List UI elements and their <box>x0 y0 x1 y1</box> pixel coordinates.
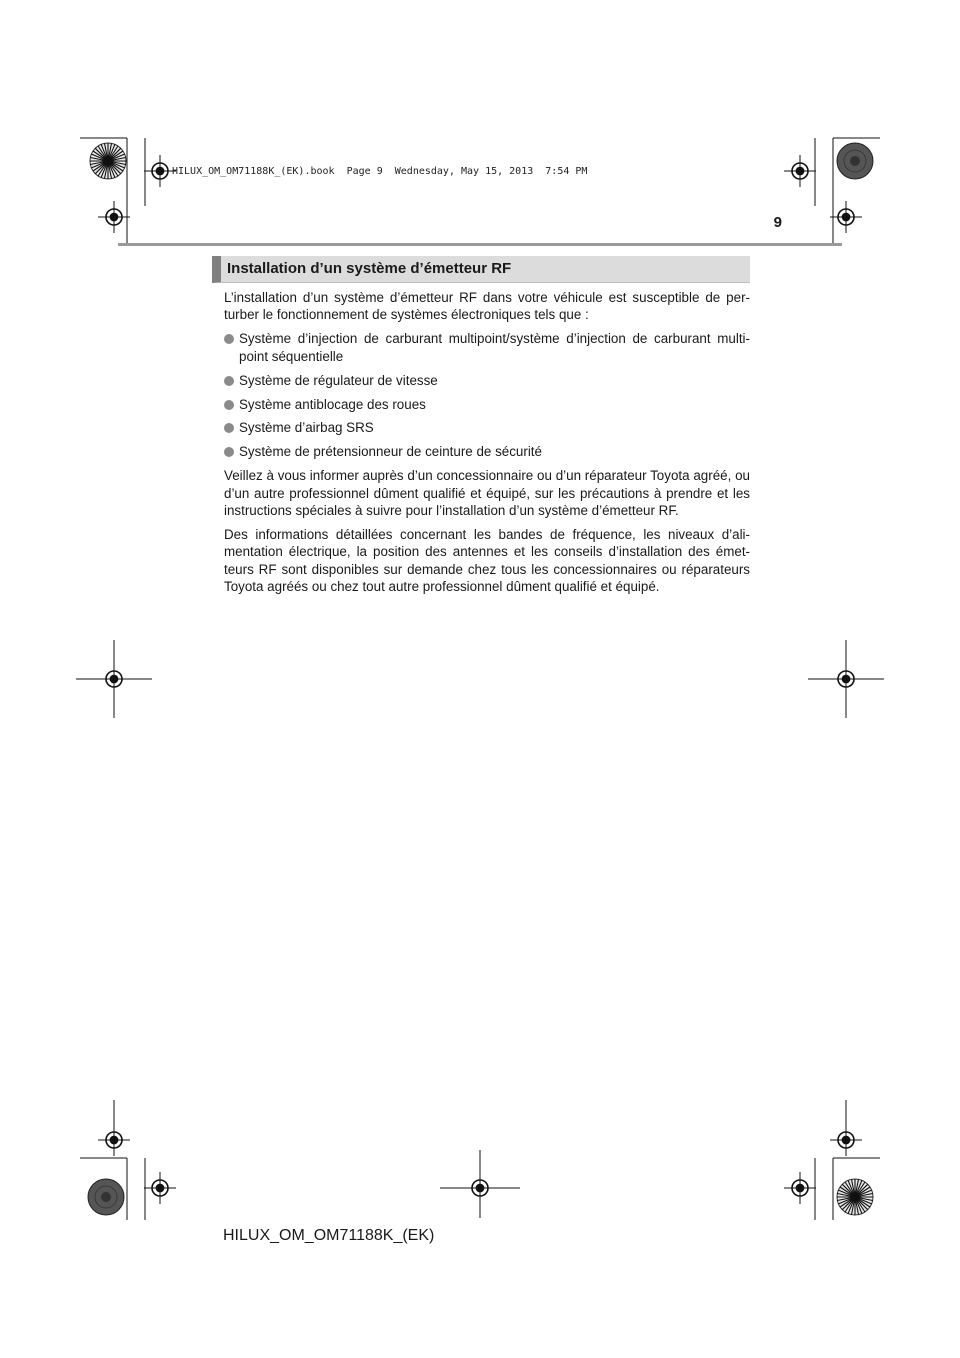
list-item <box>224 419 750 436</box>
list-item-text: Système d’airbag SRS <box>239 420 374 436</box>
list-item-text: Système de prétensionneur de ceinture de sécurité <box>239 444 542 460</box>
list-item-text: Système de régulateur de vitesse <box>239 372 438 388</box>
body-content <box>224 289 750 602</box>
bullet-icon <box>224 334 234 344</box>
page-number: 9 <box>773 214 782 231</box>
advice-paragraph: Veillez à vous informer auprès d’un concessionnaire ou d’un réparateur Toyota agréé, ou d’un autre professionnel dûment qualifié et équipé, sur les précautions à prendre et les instructions spéciales à suivre pour l’installation d’un système d’émetteur RF. <box>224 468 750 519</box>
details-paragraph: Des informations détaillées concernant les bandes de fréquence, les niveaux d’ali-mentation électrique, la position des antennes et les conseils d’installation des émet-teurs RF sont disponibles sur demande chez tous les concessionnaires ou réparateurs Toyota agréés ou chez tout autre professionnel dûment qualifié et équipé. <box>224 526 750 595</box>
bullet-icon <box>224 400 234 410</box>
bullet-icon <box>224 447 234 457</box>
book-info-line: HILUX_OM_OM71188K_(EK).book Page 9 Wednesday, May 15, 2013 7:54 PM <box>172 166 588 177</box>
bullet-icon <box>224 423 234 433</box>
bullet-list <box>224 330 750 460</box>
list-item-text: Système d’injection de carburant multipoint/système d’injection de carburant multi-point séquentielle <box>239 331 750 364</box>
list-item <box>224 372 750 389</box>
list-item-text: Système antiblocage des roues <box>239 396 426 412</box>
list-item <box>224 330 750 365</box>
header-rule <box>118 243 842 246</box>
footer-document-code: HILUX_OM_OM71188K_(EK) <box>223 1227 435 1244</box>
list-item <box>224 396 750 413</box>
list-item <box>224 443 750 460</box>
section-title: Installation d’un système d’émetteur RF <box>227 260 512 277</box>
section-header <box>212 256 750 283</box>
intro-paragraph: L’installation d’un système d’émetteur RF dans votre véhicule est susceptible de per-turber le fonctionnement de systèmes électroniques tels que : <box>224 290 750 323</box>
bullet-icon <box>224 376 234 386</box>
